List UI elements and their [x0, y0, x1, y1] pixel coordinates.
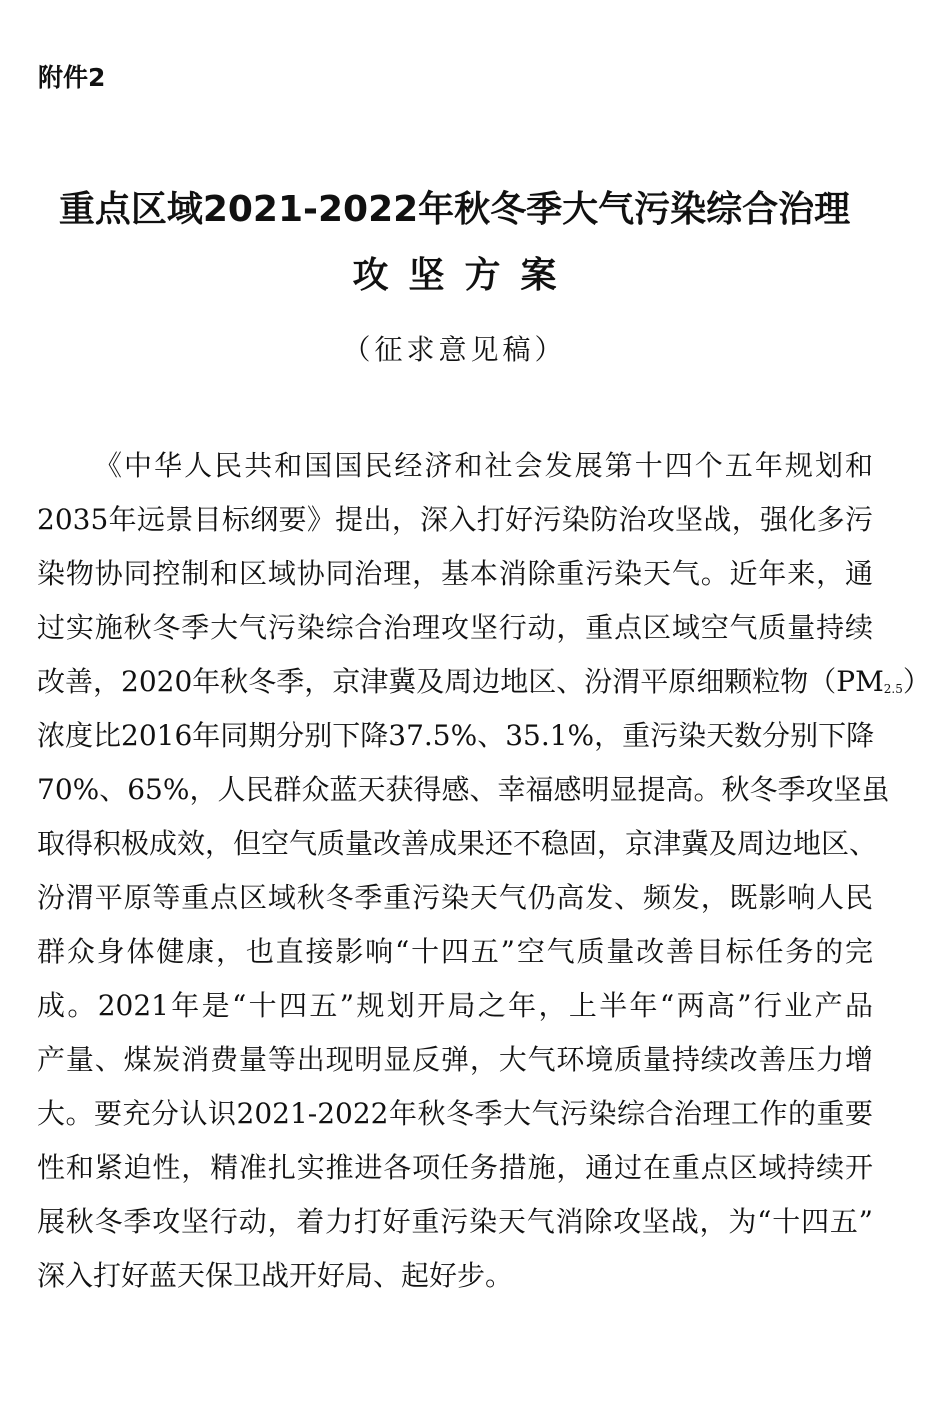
paragraph-line-text: 改善，2020年秋冬季，京津冀及周边地区、汾渭平原细颗粒物（PM [37, 665, 884, 698]
pm-close-paren: ） [902, 665, 931, 698]
paragraph-line: 取得积极成效，但空气质量改善成果还不稳固，京津冀及周边地区、 [37, 827, 878, 860]
attachment-label: 附件2 [38, 63, 106, 92]
paragraph-line: 群众身体健康，也直接影响“十四五”空气质量改善目标任务的完 [37, 935, 873, 968]
paragraph-line [37, 662, 931, 709]
paragraph-line: 产量、煤炭消费量等出现明显反弹，大气环境质量持续改善压力增 [37, 1043, 873, 1076]
document-subtitle: （征求意见稿） [342, 333, 567, 366]
document-title-line-2: 攻坚方案 [352, 255, 577, 296]
paragraph-line: 浓度比2016年同期分别下降37.5%、35.1%，重污染天数分别下降 [37, 719, 875, 752]
pm-subscript: 2.5 [883, 682, 903, 696]
paragraph-line: 2035年远景目标纲要》提出，深入打好污染防治攻坚战，强化多污 [37, 503, 873, 536]
paragraph-line: 成。2021年是“十四五”规划开局之年，上半年“两高”行业产品 [37, 989, 873, 1022]
paragraph-line: 展秋冬季攻坚行动，着力打好重污染天气消除攻坚战，为“十四五” [37, 1205, 873, 1238]
paragraph-line: 性和紧迫性，精准扎实推进各项任务措施，通过在重点区域持续开 [37, 1151, 873, 1184]
paragraph-line: 70%、65%，人民群众蓝天获得感、幸福感明显提高。秋冬季攻坚虽 [37, 773, 890, 806]
paragraph-line: 染物协同控制和区域协同治理，基本消除重污染天气。近年来，通 [37, 557, 873, 590]
paragraph-line: 过实施秋冬季大气污染综合治理攻坚行动，重点区域空气质量持续 [37, 611, 873, 644]
paragraph-line: 《中华人民共和国国民经济和社会发展第十四个五年规划和 [94, 449, 873, 482]
paragraph-line: 深入打好蓝天保卫战开好局、起好步。 [37, 1259, 514, 1292]
paragraph-line: 汾渭平原等重点区域秋冬季重污染天气仍高发、频发，既影响人民 [37, 881, 873, 914]
document-title-line-1: 重点区域2021-2022年秋冬季大气污染综合治理 [58, 189, 851, 230]
paragraph-line: 大。要充分认识2021-2022年秋冬季大气污染综合治理工作的重要 [37, 1097, 873, 1130]
